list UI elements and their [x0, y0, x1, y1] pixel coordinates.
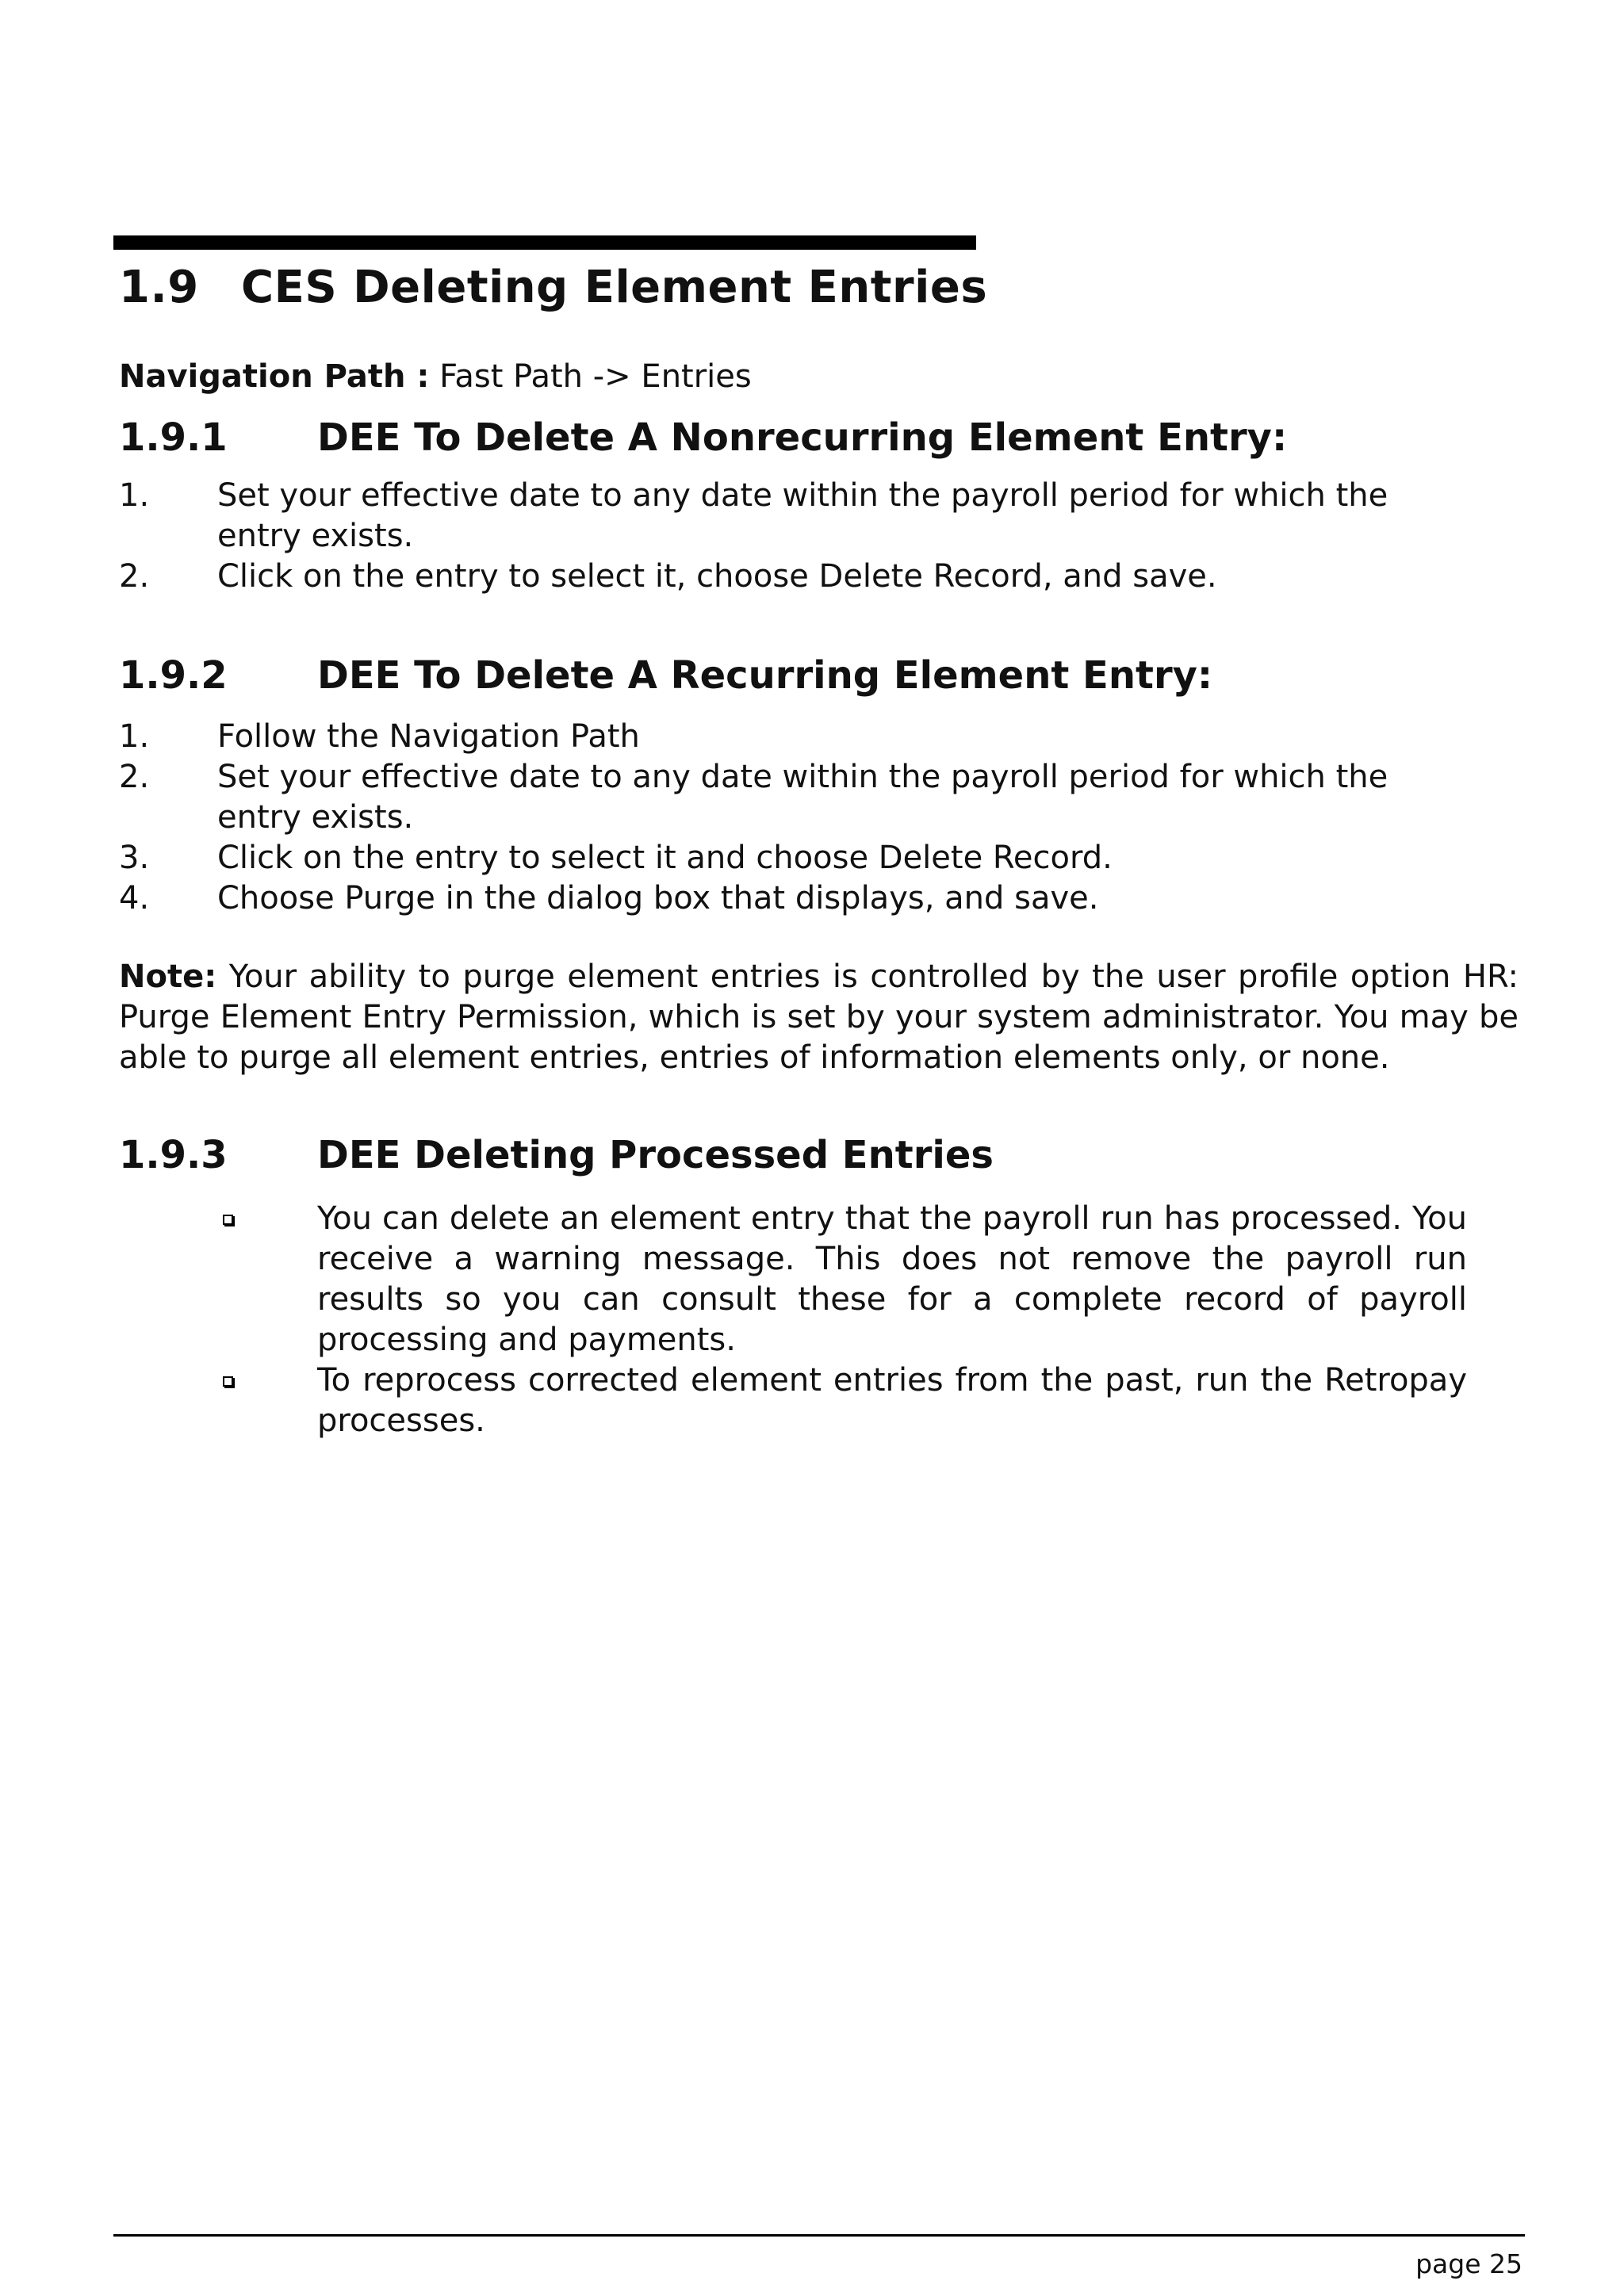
list-item-marker: 4.: [119, 880, 150, 916]
list-item-text: Follow the Navigation Path: [217, 718, 640, 755]
section-title-text: CES Deleting Element Entries: [241, 262, 988, 313]
subsection-title-text-3: DEE Deleting Processed Entries: [317, 1133, 994, 1177]
subsection-number-3: 1.9.3: [119, 1133, 228, 1177]
note-paragraph: [119, 957, 1519, 1078]
list-item-text: Click on the entry to select it, choose Delete Record, and save.: [217, 558, 1217, 595]
list-item-marker: 1.: [119, 477, 150, 514]
list-item: [119, 476, 1451, 557]
recurring-steps-list: [119, 717, 1451, 919]
page-number: page 25: [1415, 2248, 1522, 2279]
subsection-number-1: 1.9.1: [119, 415, 228, 460]
top-rule: [113, 235, 976, 250]
checkbox-bullet-icon: [223, 1215, 233, 1225]
bullet-item-text: You can delete an element entry that the payroll run has processed. You receive a warning message. This does not remove the payroll run results so you can consult these for a complete record of payroll processing and payments.: [317, 1200, 1467, 1358]
note-label: Note:: [119, 959, 217, 995]
processed-entries-bullets: [218, 1199, 1467, 1441]
bullet-item: [218, 1199, 1467, 1360]
note-text: Your ability to purge element entries is controlled by the user profile option HR: Purge Element Entry Permission, which is set by your system administrator. You may be able to purge all element entries, entries of information elements only, or none.: [119, 959, 1519, 1076]
subsection-title-text-2: DEE To Delete A Recurring Element Entry:: [317, 653, 1213, 698]
list-item-marker: 2.: [119, 558, 150, 595]
list-item-text: Choose Purge in the dialog box that displays, and save.: [217, 880, 1099, 916]
navigation-path-label: Navigation Path :: [119, 358, 430, 395]
list-item: [119, 757, 1451, 838]
list-item: [119, 878, 1451, 919]
subsection-number-2: 1.9.2: [119, 653, 228, 698]
subsection-title-2: [119, 653, 1212, 698]
list-item-text: Set your effective date to any date within the payroll period for which the entry exists.: [217, 759, 1388, 836]
list-item-marker: 3.: [119, 840, 150, 876]
footer-rule: [113, 2234, 1525, 2237]
list-item: [119, 838, 1451, 878]
subsection-title-text-1: DEE To Delete A Nonrecurring Element Entry:: [317, 415, 1288, 460]
list-item: [119, 557, 1451, 597]
nonrecurring-steps-list: [119, 476, 1451, 597]
list-item-text: Click on the entry to select it and choose Delete Record.: [217, 840, 1113, 876]
navigation-path-value: Fast Path -> Entries: [439, 358, 752, 395]
list-item-marker: 2.: [119, 759, 150, 795]
bullet-item: [218, 1360, 1467, 1441]
subsection-title-1: [119, 415, 1287, 460]
navigation-path: [119, 358, 752, 395]
subsection-title-3: [119, 1133, 994, 1177]
bullet-item-text: To reprocess corrected element entries from the past, run the Retropay processes.: [317, 1362, 1467, 1439]
list-item-marker: 1.: [119, 718, 150, 755]
list-item-text: Set your effective date to any date within the payroll period for which the entry exists.: [217, 477, 1388, 554]
section-title: [119, 262, 987, 313]
checkbox-bullet-icon: [223, 1376, 233, 1387]
list-item: [119, 717, 1451, 757]
section-number: 1.9: [119, 262, 199, 313]
